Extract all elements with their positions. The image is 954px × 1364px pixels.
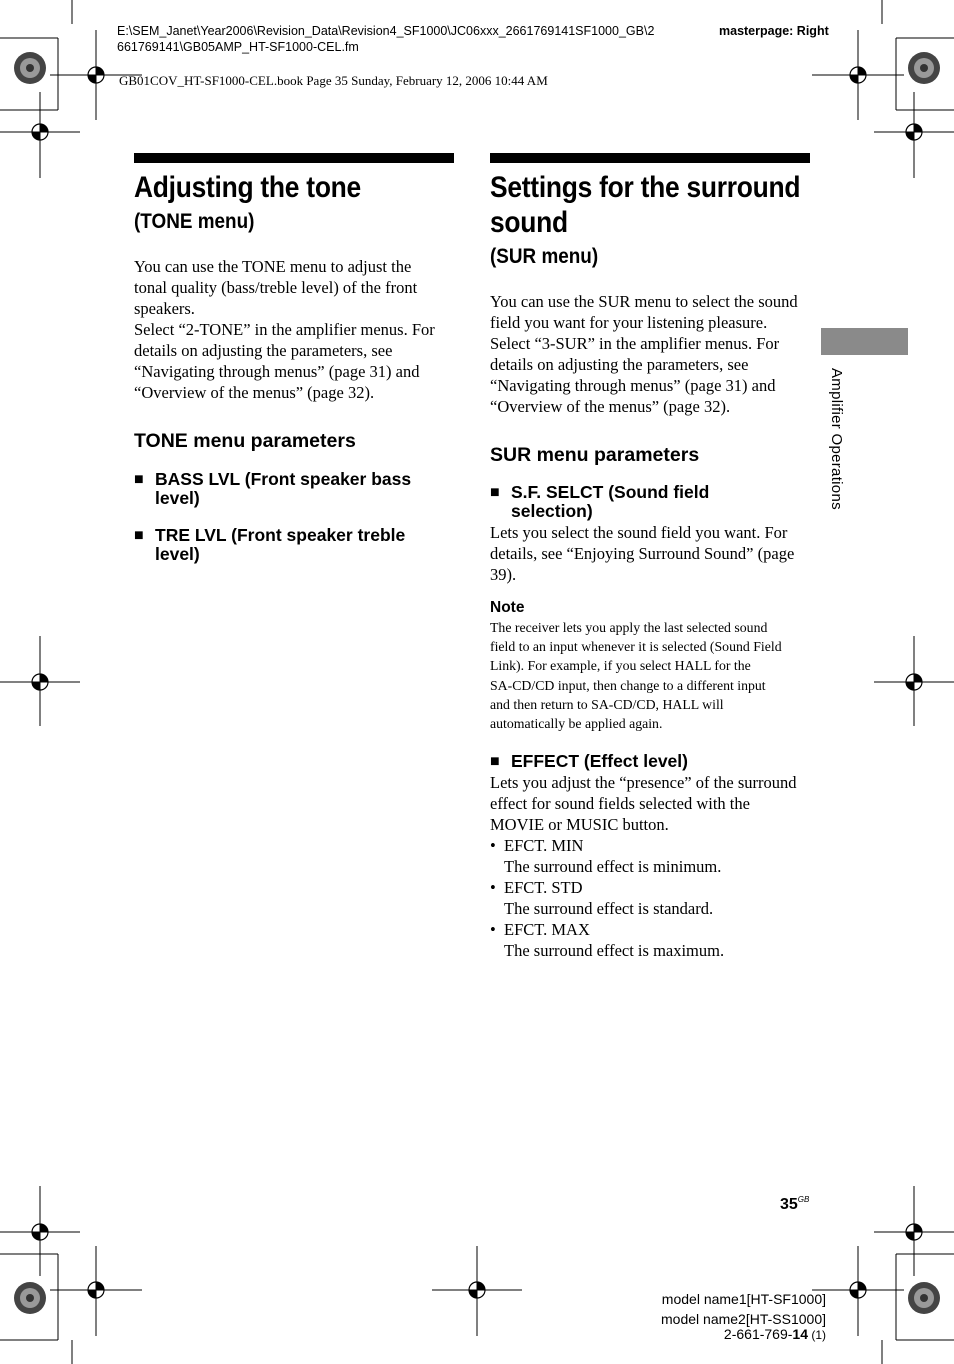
page-number-value: 35 (780, 1196, 798, 1213)
surround-intro-line: “Navigating through menus” (page 31) and (490, 376, 776, 395)
tone-intro-line: “Overview of the menus” (page 32). (134, 383, 375, 402)
surround-intro-line: details on adjusting the parameters, see (490, 355, 749, 374)
section-rule (490, 153, 810, 163)
effect-heading-text: EFFECT (Effect level) (511, 751, 688, 772)
surround-subtitle: (SUR menu) (490, 245, 599, 268)
surround-section (490, 153, 810, 961)
sf-selct-line: selection) (511, 501, 593, 521)
square-bullet-icon: ■ (134, 471, 144, 488)
note-body (490, 618, 810, 733)
note-line: SA-CD/CD input, then change to a different input (490, 677, 766, 693)
note-line: Link). For example, if you select HALL for the (490, 658, 751, 674)
surround-intro-line: Select “3-SUR” in the amplifier menus. For (490, 334, 780, 353)
part-code-prefix: 2-661-769- (723, 1326, 793, 1342)
tone-intro-line: You can use the TONE menu to adjust the (134, 257, 412, 276)
effect-body (490, 772, 810, 835)
note-line: The receiver lets you apply the last selected sound (490, 620, 768, 635)
surround-intro-line: field you want for your listening pleasure. (490, 313, 768, 332)
surround-intro-line: “Overview of the menus” (page 32). (490, 397, 731, 416)
tone-intro-line: speakers. (134, 299, 195, 318)
option-description: The surround effect is standard. (504, 899, 714, 919)
model-name-2: model name2[HT-SS1000] (661, 1311, 826, 1327)
masterpage-label: masterpage: Right (719, 24, 829, 38)
file-path (117, 23, 717, 55)
square-bullet-icon: ■ (490, 484, 500, 501)
sf-selct-body (490, 522, 810, 585)
option-name: EFCT. MAX (504, 920, 590, 940)
option-description: The surround effect is maximum. (504, 941, 725, 961)
note-line: field to an input whenever it is selected (Sound Field (490, 639, 782, 655)
note-line: and then return to SA-CD/CD, HALL will (490, 696, 724, 712)
chapter-tab-text: Amplifier Operations (828, 368, 845, 510)
bullet-icon: • (490, 836, 496, 856)
file-path-line-1: E:\SEM_Janet\Year2006\Revision_Data\Revision4_SF1000\JC06xxx_2661769141SF1000_GB\2 (117, 24, 655, 38)
part-code (724, 1325, 826, 1344)
effect-heading (490, 752, 810, 771)
option-name: EFCT. MIN (504, 836, 584, 856)
tone-intro-line: “Navigating through menus” (page 31) and (134, 362, 420, 381)
chapter-tab-label (826, 368, 856, 548)
tre-lvl-heading (134, 526, 454, 564)
tone-section (134, 153, 454, 564)
sf-selct-line: S.F. SELCT (Sound field (511, 482, 710, 502)
tone-intro-line: details on adjusting the parameters, see (134, 341, 393, 360)
file-path-line-2: 661769141\GB05AMP_HT-SF1000-CEL.fm (117, 40, 359, 54)
list-item (490, 835, 810, 856)
sf-selct-body-line: 39). (490, 565, 517, 584)
page-number (780, 1195, 809, 1214)
model-name-1: model name1[HT-SF1000] (661, 1291, 826, 1307)
tone-title: Adjusting the tone (134, 171, 361, 204)
bass-lvl-line: level) (155, 488, 200, 508)
bass-lvl-heading (134, 470, 454, 508)
part-code-number: 14 (792, 1326, 808, 1342)
surround-intro-line: You can use the SUR menu to select the sound (490, 292, 798, 311)
note-line: automatically be applied again. (490, 716, 663, 732)
effect-options-list (490, 835, 810, 961)
surround-title-line: Settings for the surround (490, 171, 801, 204)
tre-lvl-line: TRE LVL (Front speaker treble (155, 525, 406, 545)
section-rule (134, 153, 454, 163)
note-heading: Note (490, 599, 525, 616)
tone-intro-line: Select “2-TONE” in the amplifier menus. For (134, 320, 435, 339)
bass-lvl-line: BASS LVL (Front speaker bass (155, 469, 412, 489)
effect-body-line: effect for sound fields selected with the (490, 794, 750, 814)
tone-intro (134, 256, 454, 403)
list-item (490, 877, 810, 898)
book-info-line: GB01COV_HT-SF1000-CEL.book Page 35 Sunday, February 12, 2006 10:44 AM (119, 73, 548, 88)
tone-subtitle: (TONE menu) (134, 210, 255, 233)
option-description: The surround effect is minimum. (504, 857, 722, 877)
chapter-tab (821, 328, 908, 355)
square-bullet-icon: ■ (490, 753, 500, 771)
surround-title (490, 170, 811, 240)
list-item (490, 919, 810, 940)
option-name: EFCT. STD (504, 878, 583, 898)
page-number-suffix: GB (797, 1195, 810, 1204)
bullet-icon: • (490, 878, 496, 898)
square-bullet-icon: ■ (134, 527, 144, 544)
effect-body-line: Lets you adjust the “presence” of the surround (490, 773, 797, 793)
surround-title-line: sound (490, 206, 568, 239)
sur-params-heading: SUR menu parameters (490, 444, 700, 466)
tre-lvl-line: level) (155, 544, 200, 564)
bullet-icon: • (490, 920, 496, 940)
part-code-suffix: (1) (808, 1328, 826, 1342)
tone-params-heading: TONE menu parameters (134, 430, 356, 452)
surround-intro (490, 291, 810, 417)
sf-selct-body-line: Lets you select the sound field you want. For (490, 523, 788, 542)
tone-intro-line: tonal quality (bass/treble level) of the front (134, 278, 418, 297)
sf-selct-heading (490, 483, 810, 521)
effect-body-line: MOVIE or MUSIC button. (490, 815, 669, 835)
sf-selct-body-line: details, see “Enjoying Surround Sound” (page (490, 544, 795, 563)
